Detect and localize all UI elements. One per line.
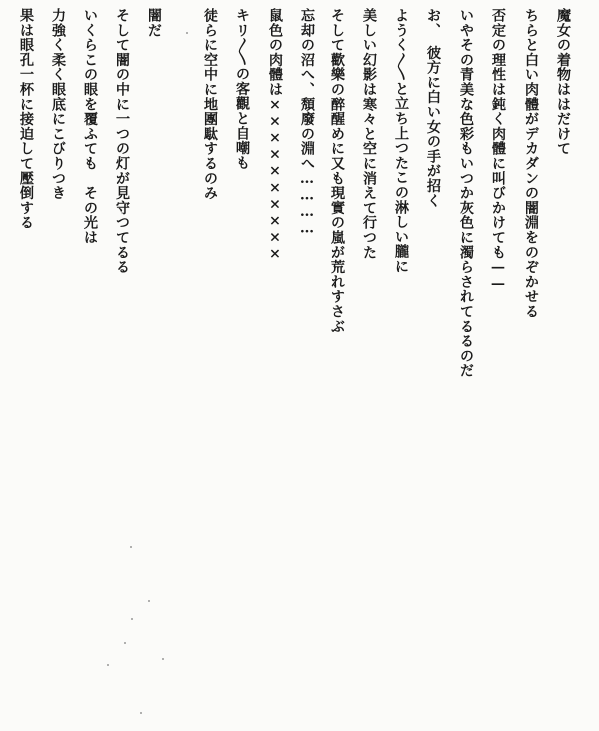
poem-line-15: いくらこの眼を覆ふても その光は bbox=[82, 8, 98, 245]
scan-speck bbox=[148, 600, 150, 602]
poem-line-11: キリ〳〵の客觀と自嘲も bbox=[234, 8, 250, 171]
poem-line-17: 果は眼孔一杯に接迫して壓倒する bbox=[18, 8, 34, 230]
poem-line-13: 闇だ bbox=[146, 8, 162, 38]
poem-line-10: 鼠色の肉體は×××××××××× bbox=[267, 8, 283, 263]
scan-speck bbox=[131, 618, 133, 620]
poem-line-14: そして闇の中に一つの灯が見守つてるる bbox=[114, 8, 130, 275]
scan-speck bbox=[140, 712, 142, 714]
poem-line-6: ようく〳〵と立ち上つたこの淋しい朧に bbox=[393, 8, 409, 274]
poem-line-5: お、 彼方に白い女の手が招く bbox=[425, 8, 441, 209]
poem-line-12: 徒らに空中に地團駄するのみ bbox=[202, 8, 218, 201]
scan-speck bbox=[124, 642, 126, 644]
poem-line-8: そして歡樂の醉醒めに又も現實の嵐が荒れすさぶ bbox=[329, 8, 345, 334]
scan-speck bbox=[130, 546, 132, 548]
poem-line-7: 美しい幻影は寒々と空に消えて行つた bbox=[361, 8, 377, 260]
poem-line-2: ちらと白い肉體がデカダンの闇淵をのぞかせる bbox=[523, 8, 539, 319]
poem-line-1: 魔女の着物ははだけて bbox=[555, 8, 571, 156]
poem-line-9: 忘却の沼へ、頽廢の淵へ………… bbox=[299, 8, 315, 238]
poem-line-16: 力強く柔く眼底にこびりつき bbox=[50, 8, 66, 201]
scan-speck bbox=[186, 32, 188, 34]
scan-speck bbox=[162, 658, 164, 660]
poem-line-4: いやその青美な色彩もいつか灰色に濁らされてるるのだ bbox=[458, 8, 474, 378]
scan-speck bbox=[107, 664, 109, 666]
poem-line-3: 否定の理性は鈍く肉體に叫びかけても—— bbox=[490, 8, 506, 293]
